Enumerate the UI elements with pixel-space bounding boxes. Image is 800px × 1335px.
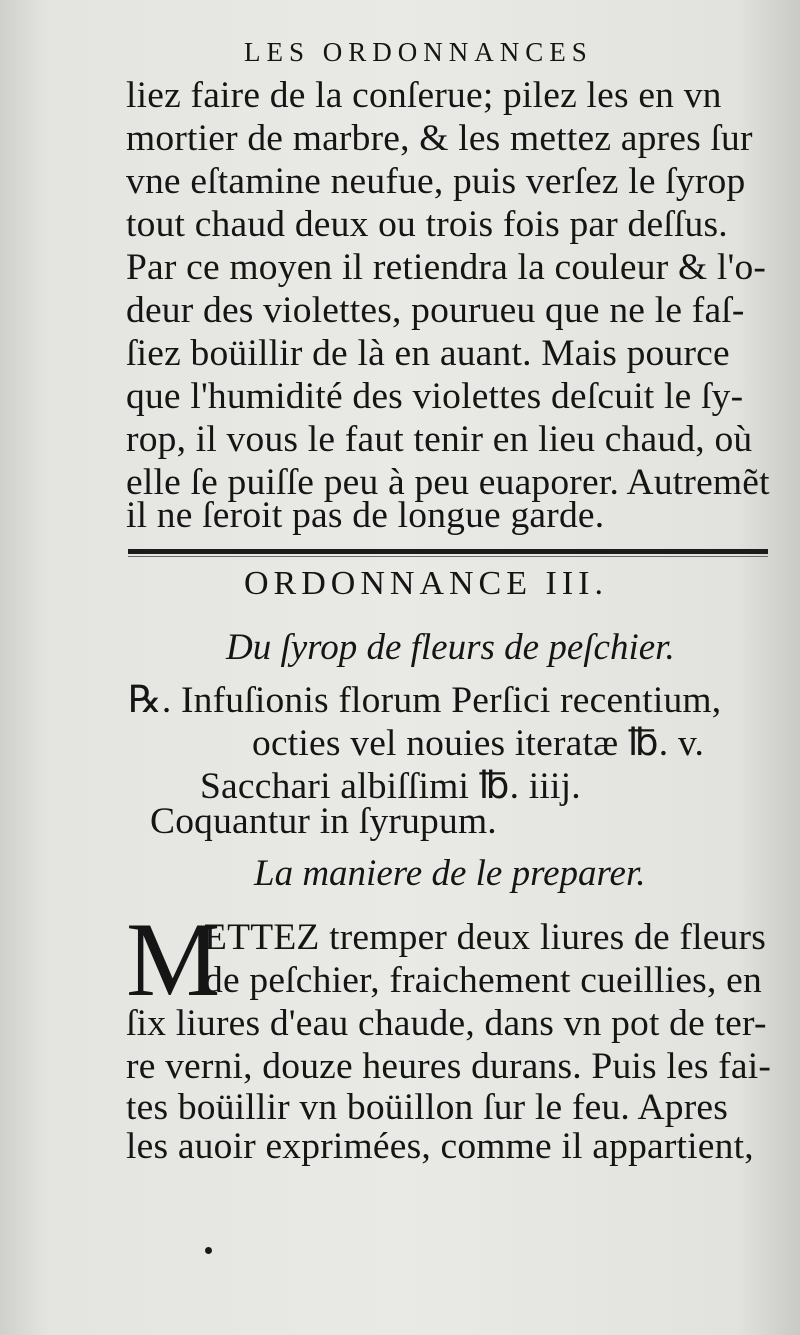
text-line: ETTEZ tremper deux liures de fleurs [204,917,766,958]
text-line: elle ſe puiſſe peu à peu euaporer. Autremẽt [126,462,770,503]
text-line: rop, il vous le faut tenir en lieu chaud, où [126,419,753,460]
text-line: tout chaud deux ou trois fois par deſſus. [126,204,728,245]
running-head: LES ORDONNANCES [244,37,593,67]
section-heading: ORDONNANCE III. [244,565,608,602]
text-line: ſix liures d'eau chaude, dans vn pot de ter- [126,1003,767,1044]
drop-cap: M [126,901,221,1018]
text-line: ſiez boüillir de là en auant. Mais pource [126,333,730,374]
text-line: de peſchier, fraichement cueillies, en [204,960,762,1001]
text-line: Par ce moyen il retiendra la couleur & l'o- [126,247,767,288]
text-line: liez faire de la conſerue; pilez les en vn [126,75,722,116]
text-line: re verni, douze heures durans. Puis les fai- [126,1046,772,1087]
section-rule [128,549,768,554]
text-line: vne eſtamine neufue, puis verſez le ſyrop [126,161,746,202]
recipe-line: Coquantur in ſyrupum. [150,801,497,842]
recipe-line: Sacchari albiſſimi ℔. iiij. [200,766,581,807]
text-line: mortier de marbre, & les mettez apres ſur [126,118,753,159]
recipe-title: Du ſyrop de fleurs de peſchier. [226,627,675,668]
text-line: les auoir exprimées, comme il appartient, [126,1126,754,1167]
method-heading: La maniere de le preparer. [254,853,646,894]
ink-speck [205,1247,212,1254]
recipe-line: ℞. Infuſionis florum Perſici recentium, [128,680,722,721]
section-rule-thin [128,556,768,557]
recipe-line: octies vel nouies iteratæ ℔. v. [252,723,705,764]
text-line: tes boüillir vn boüillon ſur le feu. Apres [126,1087,729,1128]
text-line: il ne ſeroit pas de longue garde. [126,495,605,536]
text-line: que l'humidité des violettes deſcuit le ſy- [126,376,744,417]
text-line: deur des violettes, pourueu que ne le faſ- [126,290,745,331]
